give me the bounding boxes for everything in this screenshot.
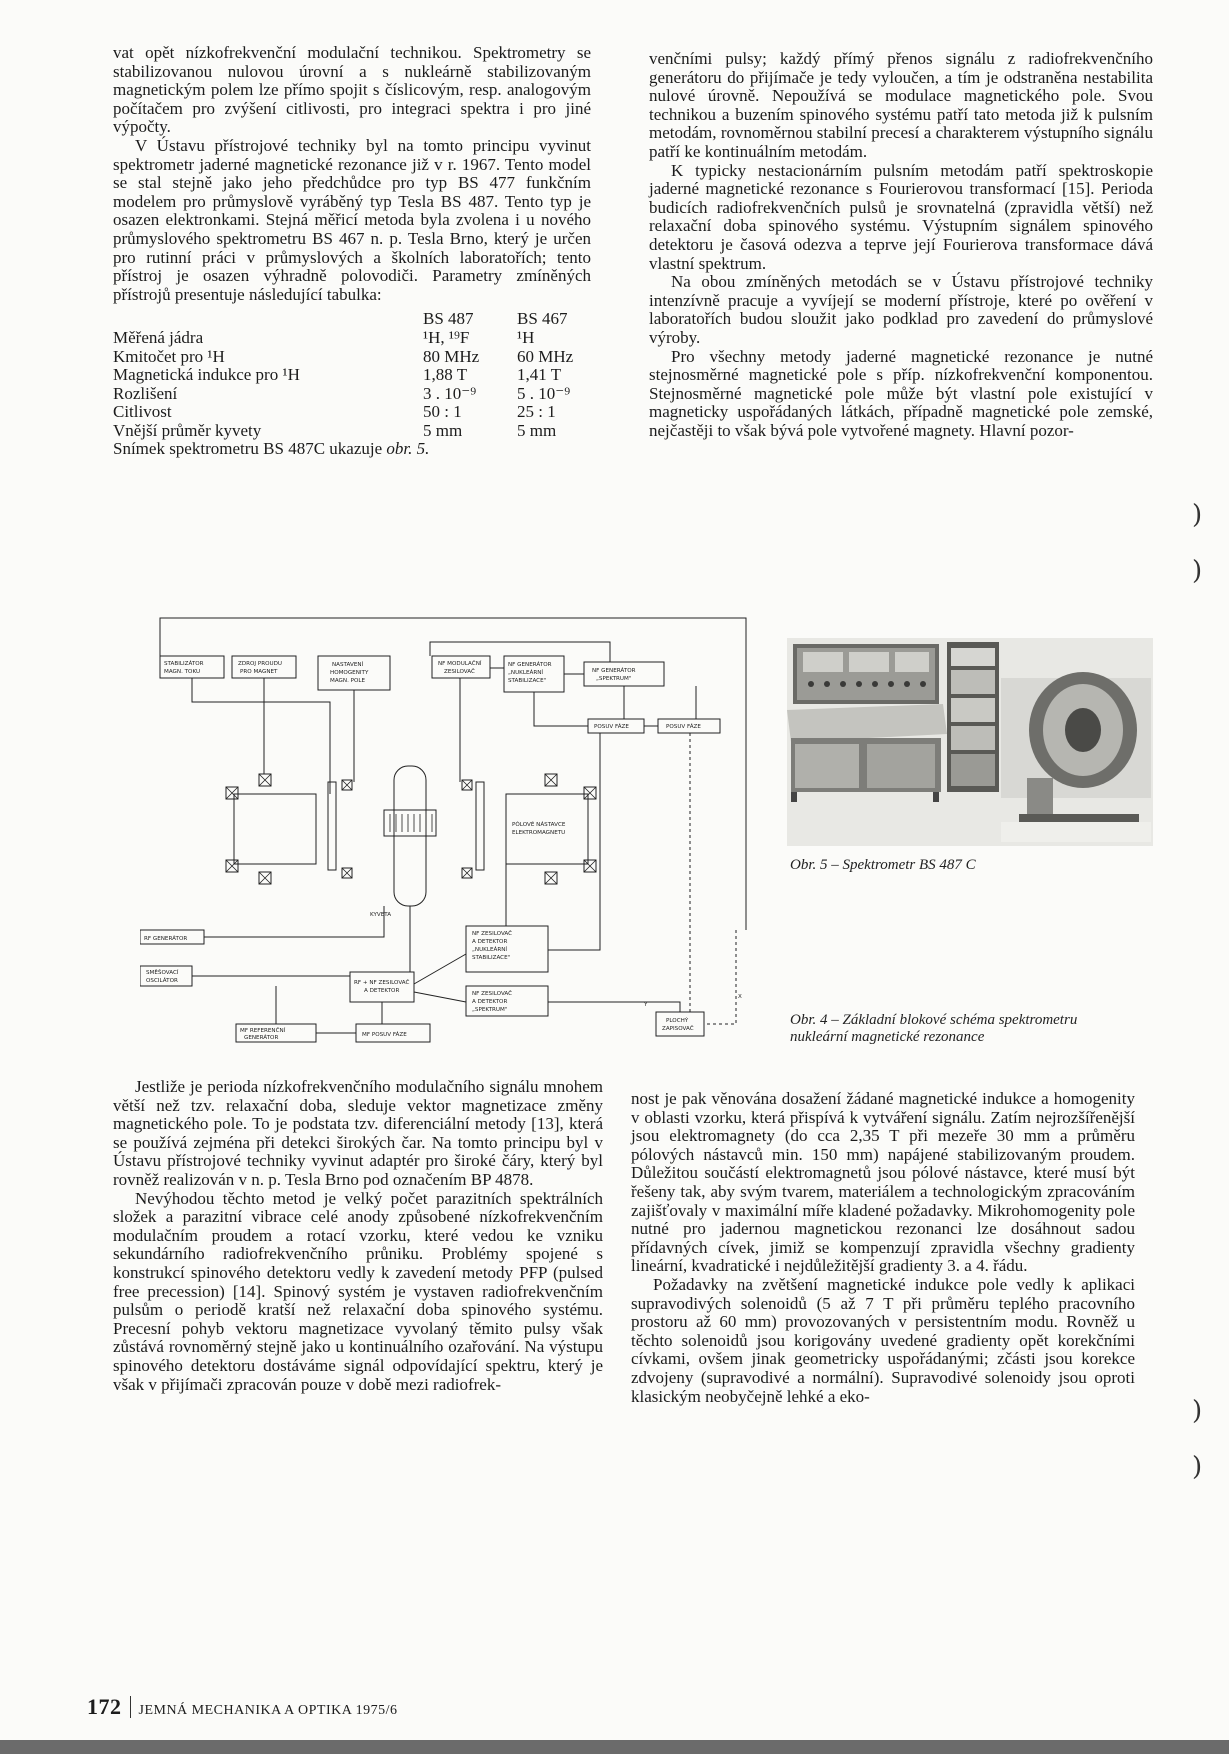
table-cell: Vnější průměr kyvety — [113, 420, 262, 440]
paragraph: Pro všechny metody jaderné magnetické rezonance je nutné stejnosměrné magnetické pole s příp. nízkofrekvenční komponentou. Stejnosměrné magnetické pole může být vlastní pole existující v magneticky uspořádaných látkách, případně magnetické pole zemské, nejčastěji to však bývá pole vytvořené magnety. Hlavní pozor- — [649, 346, 1153, 440]
table-row — [113, 366, 591, 385]
spectrometer-photo-image — [787, 638, 1153, 846]
table-cell: 50 : 1 — [423, 402, 462, 422]
diagram-label: NF ZESILOVAČ — [472, 991, 513, 997]
diagram-label: STABILIZACE" — [472, 955, 511, 961]
block-diagram-svg — [140, 614, 776, 1044]
diagram-label: NASTAVENÍ — [332, 662, 364, 668]
diagram-label: ZAPISOVAČ — [662, 1026, 694, 1032]
table-row — [113, 422, 591, 441]
diagram-label: MF REFERENČNÍ — [240, 1028, 286, 1034]
table-cell: 5 . 10⁻⁹ — [517, 383, 571, 403]
table-header-row — [113, 310, 591, 329]
table-cell: 5 mm — [517, 420, 557, 440]
diagram-label: STABILIZACE" — [508, 678, 547, 684]
margin-mark: ) — [1192, 1452, 1203, 1482]
margin-mark: ) — [1192, 556, 1203, 586]
paragraph: V Ústavu přístrojové techniky byl na tomto principu vyvinut spektrometr jaderné magnetické rezonance již v r. 1967. Tento model se stal stejně jako jeho předchůdce pro typ BS 477 funkčním modelem pro průmyslově vyráběný typ Tesla BS 487. Tento typ je osazen elektronkami. Stejná měřicí metoda byla zvolena i u nového průmyslového spektrometru BS 467 n. p. Tesla Brno, který je určen pro rutinní práci v průmyslových a školních laboratořích; tento přístroj je osazen výhradně polovodiči. Parametry zmíněných přístrojů presentuje následující tabulka: — [113, 135, 591, 304]
table-row — [113, 348, 591, 367]
figure-reference-text: Snímek spektrometru BS 487C ukazuje — [113, 439, 387, 459]
diagram-label: RF + NF ZESILOVAČ — [354, 980, 410, 986]
page-footer — [87, 1694, 397, 1720]
figure-5-caption: Obr. 5 – Spektrometr BS 487 C — [790, 857, 976, 873]
table-cell: ¹H — [517, 327, 535, 347]
paragraph: Jestliže je perioda nízkofrekvenčního modulačního signálu mnohem větší než tzv. relaxační doba, sleduje vektor magnetizace změny magnetického pole. To je podstata tzv. diferenciální metody [13], která se používá zejména při detekci širokých čar. Na tomto principu byl v Ústavu přístrojové techniky vyvinut adaptér pro široké čáry, který byl rovněž realizován v n. p. Tesla Brno pod označením BP 4878. — [113, 1077, 603, 1189]
diagram-label: MAGN. POLE — [330, 678, 366, 684]
paragraph: Nevýhodou těchto metod je velký počet parazitních spektrálních složek a parazitní vibrace celé anody způsobené nízkofrekvenčním modulačním proudem a rotací vzorku, které vedou ke vzniku sekundárního radiofrekvenčního průniku. Problémy spojené s konstrukcí spinového detektoru vedly k zavedení metody PFP (pulsed free precession) [14]. Spinový systém je vystaven radiofrekvenčním pulsům o periodě kratší než relaxační doba spinového systému. Precesní pohyb vektoru magnetizace vyvolaný těmito pulsy však zůstává rovnoměrný stejně jako u kontinuálního ozařování. Na výstupu spinového detektoru dostáváme signál odpovídající spektru, který je však v přijímači zpracován pouze v době mezi radiofrek- — [113, 1188, 603, 1394]
diagram-label: X — [738, 994, 742, 1000]
page-number: 172 — [87, 1694, 122, 1719]
table-row — [113, 329, 591, 348]
diagram-label: ZDROJ PROUDU — [238, 661, 283, 667]
diagram-label: STABILIZÁTOR — [164, 661, 204, 667]
paragraph: Požadavky na zvětšení magnetické indukce pole vedly k aplikaci supravodivých solenoidů (5 až 7 T při průměru teplého pracovního prostoru až 60 mm) provozovaných v persistentním modu. Rovněž u těchto solenoidů jsou korigovány uvedené gradienty opět korekčními cívkami, ovšem jinak geometricky uspořádanými; zčásti jsou korekce zdvojeny (supravodivé a normální). Supravodivé solenoidy jsou oproti klasickým neobyčejně lehké a eko- — [631, 1274, 1135, 1406]
diagram-label: GENERÁTOR — [244, 1035, 279, 1041]
table-cell: 3 . 10⁻⁹ — [423, 383, 477, 403]
diagram-label: „SPEKTRUM" — [596, 676, 632, 682]
table-header-cell: BS 467 — [517, 309, 568, 329]
table-cell: Kmitočet pro ¹H — [113, 346, 225, 366]
table-cell: 25 : 1 — [517, 402, 556, 422]
diagram-label: „NUKLEÁRNÍ — [472, 947, 508, 953]
table-header-cell — [113, 310, 415, 329]
diagram-label: ZESILOVAČ — [444, 669, 475, 675]
margin-mark: ) — [1192, 500, 1203, 530]
diagram-label: KYVETA — [370, 912, 392, 918]
diagram-label: MF POSUV FÁZE — [362, 1032, 407, 1038]
diagram-label: MAGN. TOKU — [164, 669, 201, 675]
diagram-label: SMĚŠOVACÍ — [146, 970, 179, 976]
table-cell: 60 MHz — [517, 346, 574, 366]
column-top-left — [113, 44, 591, 459]
journal-name: JEMNÁ MECHANIKA A OPTIKA 1975/6 — [138, 1703, 398, 1718]
paragraph: Na obou zmíněných metodách se v Ústavu přístrojové techniky intenzívně pracuje a vyvíjejí se moderní přístroje, které po ověření v laboratořích budou sloužit jako podklad pro zavedení do průmyslové výroby. — [649, 272, 1153, 347]
column-bottom-right — [631, 1090, 1135, 1406]
diagram-label: POSUV FÁZE — [666, 724, 701, 730]
paragraph: nost je pak věnována dosažení žádané magnetické indukce a homogenity v oblasti vzorku, která přispívá k vytváření signálu. Zatím nejrozšířenější jsou elektromagnety (do cca 2,35 T při mezeře 30 mm a průměru pólových nástavců min. 150 mm) napájené stabilizovaným proudem. Důležitou součástí elektromagnetů jsou pólové nástavce, které musí být řešeny tak, aby svým tvarem, materiálem a technologickým zpracováním zajišťovaly v maximální míře kladené požadavky. Mikrohomogenity pole nutné pro jadernou magnetickou rezonanci lze dosáhnout sadou přídavných cívek, jimiž se kompenzují zpravidla všechny gradienty lineární, kvadratické i nejdůležitější gradienty 3. a 4. řádu. — [631, 1089, 1135, 1276]
diagram-label: RF GENERÁTOR — [144, 936, 188, 942]
block-diagram — [140, 614, 776, 1044]
diagram-label: A DETEKTOR — [472, 999, 508, 1005]
diagram-label: ELEKTROMAGNETU — [512, 830, 566, 836]
table-header-cell: BS 487 — [423, 309, 474, 329]
table-row — [113, 385, 591, 404]
diagram-label: PÓLOVÉ NÁSTAVCE — [512, 822, 566, 828]
diagram-label: A DETEKTOR — [364, 988, 400, 994]
diagram-label: A DETEKTOR — [472, 939, 508, 945]
paragraph: venčními pulsy; každý přímý přenos signálu z radiofrekvenčního generátoru do přijímače je tedy vyloučen, a tím je odstraněna nestabilita nulové úrovně. Nepoužívá se modulace magnetického pole. Svou technikou a buzením spinového systému patří tato metoda již k pulsním metodám, rovnoměrnou stabilní precesí a charakterem výstupního signálu patří ke kontinuálním metodám. — [649, 49, 1153, 161]
margin-mark: ) — [1192, 1396, 1203, 1426]
diagram-label: NF GENERÁTOR — [592, 668, 636, 674]
table-cell: Citlivost — [113, 402, 172, 422]
column-top-right — [649, 50, 1153, 440]
table-cell: 80 MHz — [423, 346, 480, 366]
paragraph: vat opět nízkofrekvenční modulační technikou. Spektrometry se stabilizovanou nulovou úrovní a s nukleárně stabilizovaným magnetickým polem lze přímo spojit s číslicovým, resp. analogovým počítačem pro zvýšení citlivosti, pro integraci spektra i pro jiné výpočty. — [113, 43, 591, 137]
diagram-label: PRO MAGNET — [240, 669, 278, 675]
diagram-label: NF ZESILOVAČ — [472, 931, 513, 937]
diagram-label: „NUKLEÁRNÍ — [508, 670, 544, 676]
diagram-label: HOMOGENITY — [330, 670, 369, 676]
table-cell: Měřená jádra — [113, 327, 204, 347]
parameters-table — [113, 310, 591, 440]
table-cell: ¹H, ¹⁹F — [423, 327, 470, 347]
diagram-label: PLOCHÝ — [666, 1018, 689, 1024]
column-bottom-left — [113, 1078, 603, 1394]
figure-4-caption-line: Obr. 4 – Základní blokové schéma spektrometru — [790, 1012, 1078, 1028]
table-row — [113, 403, 591, 422]
diagram-label: NF GENERÁTOR — [508, 662, 552, 668]
diagram-label: „SPEKTRUM" — [472, 1007, 508, 1013]
paragraph: K typicky nestacionárním pulsním metodám patří spektroskopie jaderné magnetické rezonance s Fourierovou transformací [15]. Perioda budicích radiofrekvenčních pulsů je srovnatelná (zpravidla větší) než relaxační doba spinového systému. Výstupním signálem spinového detektoru je časová odezva a teprve její Fourierova transformace dává vlastní spektrum. — [649, 160, 1153, 273]
diagram-label: NF MODULAČNÍ — [438, 661, 482, 667]
diagram-label: Y — [644, 1002, 648, 1008]
diagram-label: POSUV FÁZE — [594, 724, 629, 730]
figure-reference-link: obr. 5. — [386, 439, 430, 459]
table-cell: Rozlišení — [113, 383, 178, 403]
figure-reference — [113, 440, 591, 459]
scan-edge — [0, 1740, 1229, 1754]
table-cell: 1,88 T — [423, 365, 468, 385]
table-cell: 5 mm — [423, 420, 463, 440]
table-cell: Magnetická indukce pro ¹H — [113, 365, 300, 385]
figure-4-caption-line: nukleární magnetické rezonance — [790, 1029, 985, 1045]
diagram-label: OSCILÁTOR — [146, 978, 178, 984]
footer-separator — [130, 1696, 131, 1718]
spectrometer-photo — [787, 638, 1153, 846]
figure-4-caption — [790, 1012, 1150, 1046]
table-cell: 1,41 T — [517, 365, 562, 385]
